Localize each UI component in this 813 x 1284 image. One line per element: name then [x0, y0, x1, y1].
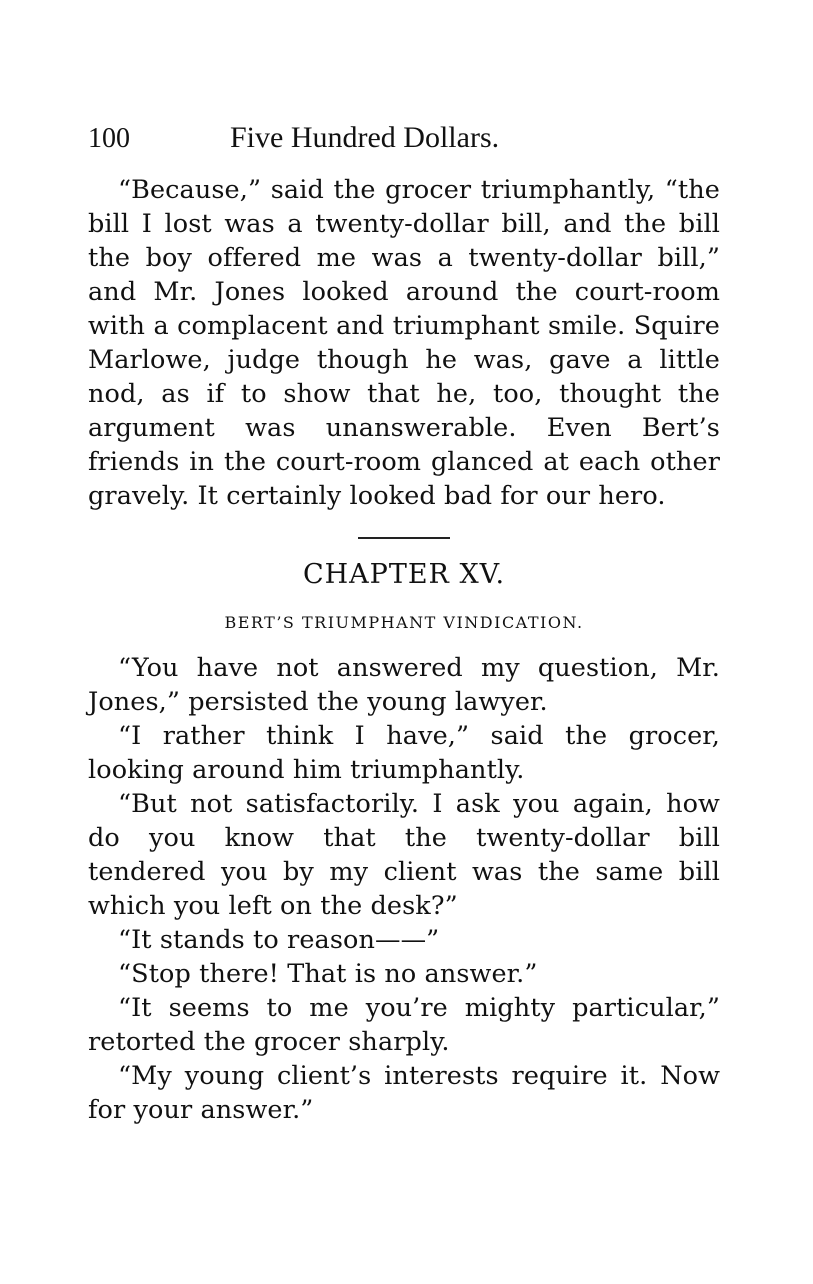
paragraph: “It stands to reason——”	[118, 925, 440, 955]
paragraph: “You have not answered my question, Mr. Jones,” persisted the young lawyer.	[88, 653, 720, 717]
paragraph: “It seems to me you’re mighty particular,” retorted the grocer sharply.	[88, 993, 720, 1057]
paragraph: “My young client’s interests require it. Now for your answer.”	[88, 1061, 720, 1125]
chapter-title: CHAPTER XV.	[302, 559, 506, 590]
book-page	[88, 118, 720, 1127]
page-number: 100	[88, 123, 130, 154]
paragraph: “I rather think I have,” said the grocer, looking around him triumphantly.	[88, 721, 720, 785]
paragraph: “But not satisfactorily. I ask you again, how do you know that the twenty-dollar bill tendered you by my client was the same bill which you left on the desk?”	[88, 789, 720, 921]
paragraph: “Stop there! That is no answer.”	[118, 959, 538, 989]
section-divider	[358, 537, 450, 539]
paragraph: “Because,” said the grocer triumphantly, “the bill I lost was a twenty-dollar bill, and the bill the boy offered me was a twenty-dollar bill,” and Mr. Jones looked around the court-room with a complacent and triumphant smile. Squire Marlowe, judge though he was, gave a little nod, as if to show that he, too, thought the argument was unanswerable. Even Bert’s friends in the court-room glanced at each other gravely. It certainly looked bad for our hero.	[88, 175, 720, 511]
running-head	[88, 118, 720, 159]
book-title: Five Hundred Dollars.	[230, 121, 500, 154]
chapter-subtitle: BERT’S TRIUMPHANT VINDICATION.	[224, 613, 584, 632]
